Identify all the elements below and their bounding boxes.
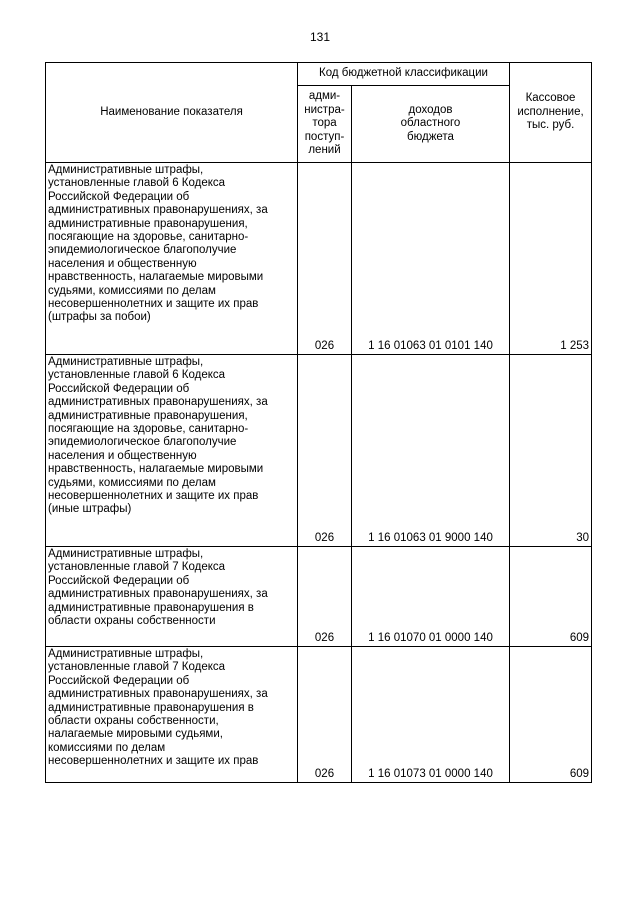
name-line: области охраны собственности, — [48, 715, 219, 728]
name-line: установленные главой 6 Кодекса — [48, 177, 226, 190]
name-line: установленные главой 6 Кодекса — [48, 369, 226, 382]
name-line: административных правонарушениях, за — [48, 588, 268, 601]
header-administrator-line: адми- — [308, 90, 341, 103]
name-line: административные правонарушения, — [48, 409, 248, 422]
name-line: (штрафы за побои) — [48, 311, 151, 324]
header-execution-line: Кассовое — [525, 92, 576, 105]
cell-spacer — [48, 532, 295, 545]
header-administrator-line: нистра- — [304, 103, 345, 116]
name-line: Административные штрафы, — [48, 648, 204, 660]
header-row-1 — [46, 63, 592, 86]
indicator-name-cell — [46, 163, 298, 355]
name-line: административных правонарушениях, за — [48, 688, 268, 701]
header-administrator-line: тора — [312, 117, 337, 130]
indicator-name-text — [48, 548, 295, 633]
header-classification-code: Код бюджетной классификации — [298, 63, 510, 86]
table-row — [46, 163, 592, 355]
header-regional-revenue — [352, 86, 510, 163]
name-line: налагаемые мировыми судьями, — [48, 728, 223, 741]
name-line: области охраны собственности — [48, 615, 216, 628]
indicator-name-cell — [46, 547, 298, 647]
revenue-code-cell: 1 16 01063 01 0101 140 — [352, 163, 510, 355]
name-line: эпидемиологическое благополучие — [48, 436, 237, 449]
name-line: населения и общественную — [48, 449, 197, 462]
name-line: административные правонарушения в — [48, 701, 254, 714]
name-line: посягающие на здоровье, санитарно- — [48, 423, 249, 436]
name-line: судьями, комиссиями по делам — [48, 284, 216, 297]
amount-cell: 1 253 — [510, 163, 592, 355]
administrator-code-cell: 026 — [298, 647, 352, 783]
name-line: несовершеннолетних и защите их прав — [48, 490, 259, 503]
name-line: установленные главой 7 Кодекса — [48, 561, 226, 574]
name-line: Административные штрафы, — [48, 356, 204, 368]
name-line: Административные штрафы, — [48, 164, 204, 176]
name-line: судьями, комиссиями по делам — [48, 476, 216, 489]
indicator-name-cell — [46, 355, 298, 547]
name-line: Российской Федерации об — [48, 674, 190, 687]
name-line: нравственность, налагаемые мировыми — [48, 271, 264, 284]
header-revenue-line: доходов — [408, 103, 453, 116]
name-line: административные правонарушения в — [48, 601, 254, 614]
table-row — [46, 647, 592, 783]
name-line: административных правонарушениях, за — [48, 204, 268, 217]
table-row — [46, 547, 592, 647]
amount-cell: 609 — [510, 547, 592, 647]
name-line: установленные главой 7 Кодекса — [48, 661, 226, 674]
name-line: несовершеннолетних и защите их прав — [48, 755, 259, 768]
name-line: Российской Федерации об — [48, 574, 190, 587]
header-cash-execution — [510, 63, 592, 163]
budget-table — [45, 62, 592, 783]
name-line: Административные штрафы, — [48, 548, 204, 560]
name-line: административные правонарушения, — [48, 217, 248, 230]
revenue-code-cell: 1 16 01073 01 0000 140 — [352, 647, 510, 783]
amount-cell: 609 — [510, 647, 592, 783]
name-line: комиссиями по делам — [48, 741, 166, 754]
header-administrator-line: лений — [308, 144, 341, 157]
amount-cell: 30 — [510, 355, 592, 547]
header-execution-line: тыс. руб. — [526, 119, 575, 132]
header-execution-line: исполнение, — [517, 105, 584, 118]
administrator-code-cell: 026 — [298, 547, 352, 647]
name-line: Российской Федерации об — [48, 190, 190, 203]
name-line: посягающие на здоровье, санитарно- — [48, 231, 249, 244]
header-administrator-line: поступ- — [304, 130, 345, 143]
cell-spacer — [48, 633, 295, 645]
header-revenue-line: бюджета — [407, 130, 454, 143]
revenue-code-cell: 1 16 01070 01 0000 140 — [352, 547, 510, 647]
header-indicator-name: Наименование показателя — [46, 63, 298, 163]
name-line: эпидемиологическое благополучие — [48, 244, 237, 257]
name-line: Российской Федерации об — [48, 382, 190, 395]
indicator-name-text — [48, 648, 295, 780]
indicator-name-cell — [46, 647, 298, 783]
revenue-code-cell: 1 16 01063 01 9000 140 — [352, 355, 510, 547]
page-number: 131 — [309, 30, 331, 44]
name-line: административных правонарушениях, за — [48, 396, 268, 409]
header-revenue-line: областного — [400, 117, 461, 130]
name-line: несовершеннолетних и защите их прав — [48, 298, 259, 311]
name-line: нравственность, налагаемые мировыми — [48, 463, 264, 476]
table-row — [46, 355, 592, 547]
name-line: населения и общественную — [48, 257, 197, 270]
cell-spacer — [48, 340, 295, 353]
cell-spacer — [48, 780, 295, 781]
indicator-name-text — [48, 356, 295, 532]
name-line: (иные штрафы) — [48, 503, 132, 516]
header-administrator — [298, 86, 352, 163]
administrator-code-cell: 026 — [298, 163, 352, 355]
administrator-code-cell: 026 — [298, 355, 352, 547]
indicator-name-text — [48, 164, 295, 340]
